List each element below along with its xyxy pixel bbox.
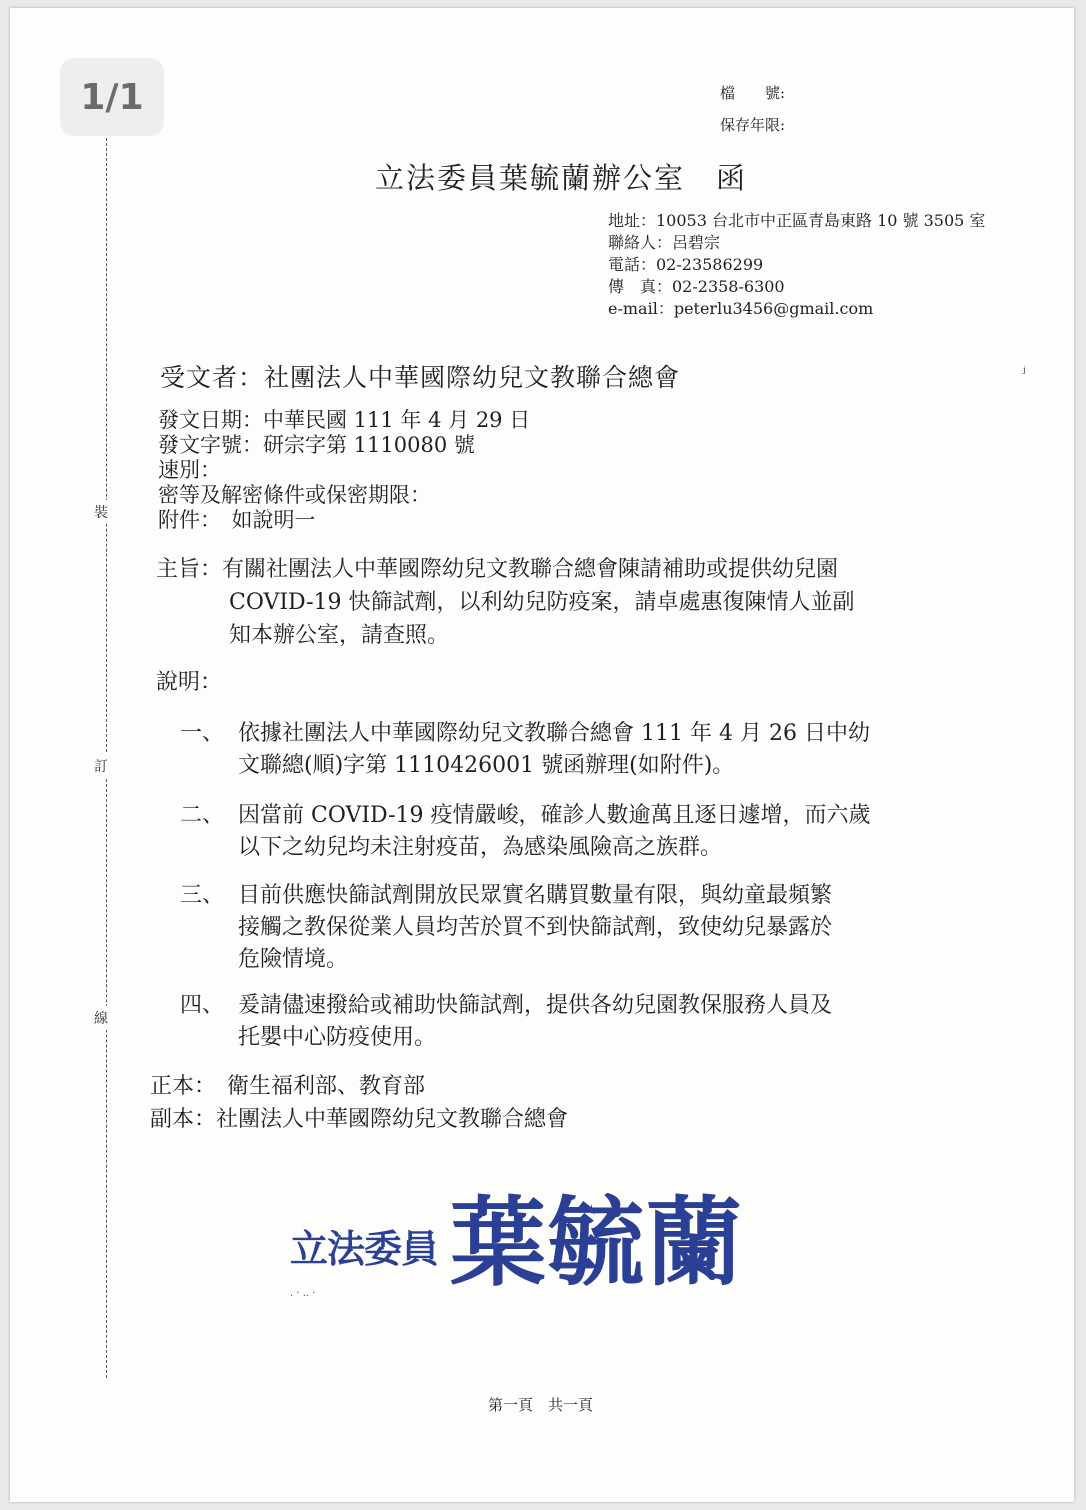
- contact-email: e-mail：peterlu3456@gmail.com: [608, 299, 874, 318]
- document-page: [10, 8, 1074, 1502]
- item-line-2: 托嬰中心防疫使用。: [238, 1025, 437, 1050]
- binding-mark-xian: 線: [94, 1006, 108, 1030]
- page-indicator: 1/1: [60, 58, 164, 136]
- item-line-1: 依據社團法人中華國際幼兒文教聯合總會 111 年 4 月 26 日中幼: [238, 721, 870, 746]
- seal-ink-specks: . · .. ·: [290, 1288, 316, 1299]
- issue-date: 發文日期：中華民國 111 年 4 月 29 日: [158, 408, 531, 432]
- item-line-2: 接觸之教保從業人員均苦於買不到快篩試劑，致使幼兒暴露於: [238, 915, 833, 940]
- official-seal: [290, 1188, 770, 1308]
- contact-fax: 傳 真：02-2358-6300: [608, 277, 785, 296]
- explanation-label: 說明：: [156, 670, 223, 695]
- item-line-2: 文聯總(順)字第 1110426001 號函辦理(如附件)。: [238, 753, 735, 778]
- meta-block: [158, 408, 530, 533]
- item-number: 二、: [180, 803, 225, 828]
- page-footer: 第一頁 共一頁: [488, 1396, 594, 1414]
- explanation-item: [180, 800, 871, 864]
- item-line-2: 以下之幼兒均未注射疫苗，為感染風險高之族群。: [238, 835, 723, 860]
- contact-person: 聯絡人：呂碧宗: [608, 233, 721, 252]
- recipient-line: 受文者：社團法人中華國際幼兒文教聯合總會: [160, 363, 681, 392]
- subject-line-2: COVID-19 快篩試劑，以利幼兒防疫案，請卓處惠復陳情人並副: [229, 590, 855, 615]
- distribution-block: [150, 1070, 568, 1136]
- file-number-label: 檔 號:: [720, 84, 786, 102]
- subject-block: [156, 553, 855, 652]
- subject-line-3: 知本辦公室，請查照。: [229, 623, 450, 648]
- item-line-1: 因當前 COVID-19 疫情嚴峻，確診人數逾萬且逐日遽增，而六歲: [238, 803, 871, 828]
- speed-field: 速別：: [158, 458, 221, 482]
- subject-line-1: 主旨：有關社團法人中華國際幼兒文教聯合總會陳請補助或提供幼兒園: [156, 557, 839, 582]
- main-recipients: 正本： 衛生福利部、教育部: [150, 1074, 426, 1099]
- item-line-1: 爰請儘速撥給或補助快篩試劑，提供各幼兒園教保服務人員及: [238, 993, 833, 1018]
- reference-number: 發文字號：研宗字第 1110080 號: [158, 433, 475, 457]
- seal-title: 立法委員: [290, 1226, 439, 1271]
- attachment-field: 附件： 如說明一: [158, 508, 316, 532]
- explanation-item: [180, 718, 870, 782]
- contact-block: [608, 210, 985, 320]
- secrecy-field: 密等及解密條件或保密期限：: [158, 483, 431, 507]
- binding-mark-zhuang: 裝: [94, 500, 108, 524]
- item-number: 一、: [180, 721, 225, 746]
- contact-phone: 電話：02-23586299: [608, 255, 764, 274]
- document-title: 立法委員葉毓蘭辦公室 函: [375, 161, 748, 195]
- item-number: 三、: [180, 883, 225, 908]
- retention-period-label: 保存年限:: [720, 116, 786, 134]
- binding-mark-ding: 訂: [94, 754, 108, 778]
- margin-tick: ʲ: [1022, 365, 1026, 381]
- item-line-1: 目前供應快篩試劑開放民眾實名購買數量有限，與幼童最頻繁: [238, 883, 833, 908]
- seal-name: 葉毓蘭: [450, 1186, 744, 1299]
- explanation-item: [180, 880, 832, 976]
- copy-recipients: 副本：社團法人中華國際幼兒文教聯合總會: [150, 1107, 569, 1132]
- item-line-3: 危險情境。: [238, 947, 349, 972]
- item-number: 四、: [180, 993, 225, 1018]
- contact-address: 地址：10053 台北市中正區青島東路 10 號 3505 室: [608, 211, 986, 230]
- explanation-item: [180, 990, 832, 1054]
